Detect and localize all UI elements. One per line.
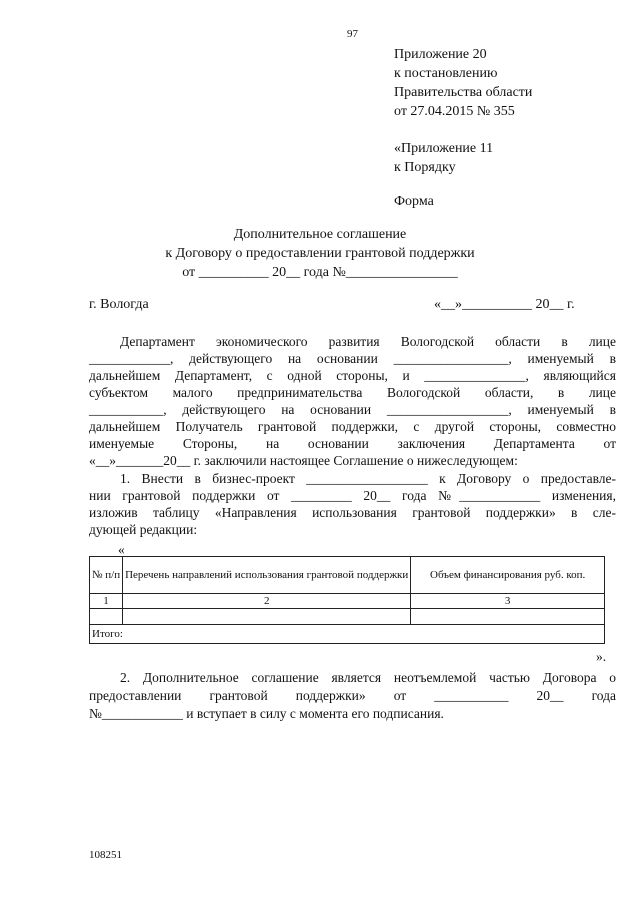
preamble-line: субъектом малого предпринимательства Вологодской области, в лице [89, 385, 616, 400]
table-cell: 2 [123, 594, 411, 609]
clause-line: 2. Дополнительное соглашение является неотъемлемой частью Договора о [120, 670, 616, 685]
appendix-line: к Порядку [394, 160, 456, 175]
table-cell [411, 609, 605, 625]
appendix-line: от 27.04.2015 № 355 [394, 104, 515, 119]
clause-line: предоставлении грантовой поддержки» от ___________ 20__ года [89, 688, 616, 703]
title-line: от __________ 20__ года №________________ [182, 265, 458, 280]
preamble-line: ___________, действующего на основании __________________, именуемый в [89, 402, 616, 417]
table-cell: 3 [411, 594, 605, 609]
appendix-line: Приложение 20 [394, 47, 487, 62]
preamble-line: дальнейшем Департамент, с одной стороны, и _______________, являющийся [89, 368, 616, 383]
clause-line: 1. Внести в бизнес-проект __________________ к Договору о предоставле- [120, 471, 616, 486]
footer-code: 108251 [89, 849, 122, 861]
table-header-row [90, 557, 605, 594]
clause-line: №____________ и вступает в силу с момента его подписания. [89, 706, 444, 721]
preamble-line: ____________, действующего на основании _________________, именуемый в [89, 351, 616, 366]
header-cell-amount: Объем финансирования руб. коп. [411, 557, 605, 594]
preamble-line: «__»_______20__ г. заключили настоящее Соглашение о нижеследующем: [89, 453, 518, 468]
title-line: к Договору о предоставлении грантовой поддержки [165, 246, 475, 261]
total-label: Итого: [90, 625, 605, 644]
clause-line: дующей редакции: [89, 522, 198, 537]
table-total-row [90, 625, 605, 644]
table-cell [90, 609, 123, 625]
preamble-line: дальнейшем Получатель грантовой поддержки, с другой стороны, совместно [89, 419, 616, 434]
page-number: 97 [347, 28, 358, 40]
preamble-line: именуемые Стороны, на основании заключения Департамента от [89, 436, 616, 451]
preamble-line: Департамент экономического развития Вологодской области в лице [120, 334, 616, 349]
form-label: Форма [394, 194, 434, 209]
close-quote: ». [596, 649, 607, 664]
open-quote: « [118, 542, 125, 557]
clause-line: изложив таблицу «Направления использования грантовой поддержки» в сле- [89, 505, 616, 520]
clause-line: нии грантовой поддержки от _________ 20__ года №____________ изменения, [89, 488, 616, 503]
place: г. Вологда [89, 297, 149, 312]
appendix-line: к постановлению [394, 66, 498, 81]
table-row [90, 609, 605, 625]
title-line: Дополнительное соглашение [233, 227, 407, 242]
table-cell: 1 [90, 594, 123, 609]
appendix-line: «Приложение 11 [394, 141, 494, 156]
date-blank: «__»__________ 20__ г. [434, 297, 575, 312]
appendix-line: Правительства области [394, 85, 533, 100]
header-cell-number: № п/п [90, 557, 123, 594]
table-cell [123, 609, 411, 625]
header-cell-directions: Перечень направлений использования грантовой поддержки [123, 557, 411, 594]
table-numbering-row [90, 594, 605, 609]
funding-table [89, 556, 605, 644]
